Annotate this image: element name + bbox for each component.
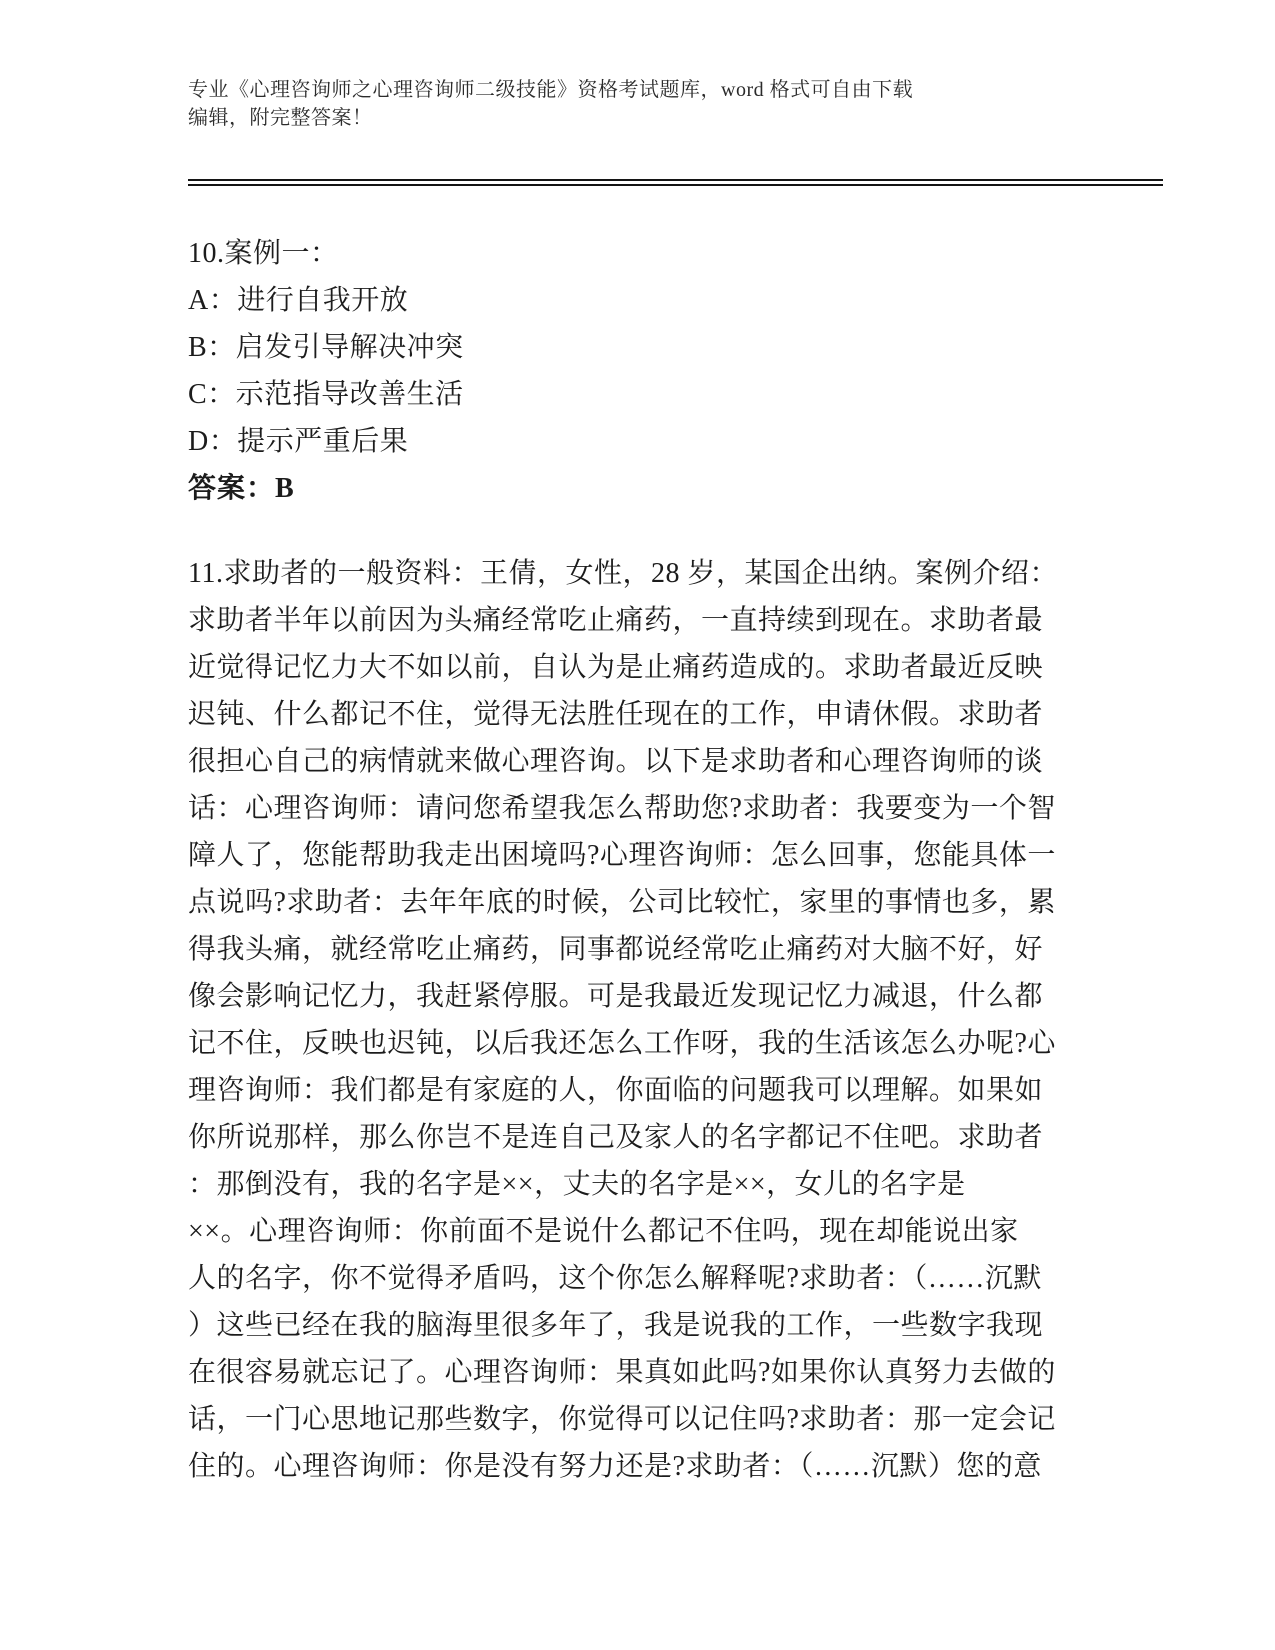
question-10-options bbox=[188, 277, 1168, 465]
question-11-line-4: 迟钝、什么都记不住，觉得无法胜任现在的工作，申请休假。求助者 bbox=[188, 699, 1044, 730]
question-11-line-7: 障人了，您能帮助我走出困境吗?心理咨询师：怎么回事，您能具体一 bbox=[188, 840, 1056, 871]
question-10-option-3: C：示范指导改善生活 bbox=[188, 379, 464, 410]
question-11-line-1: 11.求助者的一般资料：王倩，女性，28 岁，某国企出纳。案例介绍： bbox=[188, 558, 1058, 589]
question-10-option-4: D：提示严重后果 bbox=[188, 426, 409, 457]
question-11-line-5: 很担心自己的病情就来做心理咨询。以下是求助者和心理咨询师的谈 bbox=[188, 746, 1044, 777]
question-11-line-20: 住的。心理咨询师：你是没有努力还是?求助者：（……沉默）您的意 bbox=[188, 1451, 1042, 1482]
question-10-option-1: A：进行自我开放 bbox=[188, 285, 409, 316]
page-header bbox=[188, 76, 1168, 132]
question-11-line-16: 人的名字，你不觉得矛盾吗，这个你怎么解释呢?求助者：（……沉默 bbox=[188, 1263, 1042, 1294]
question-11 bbox=[188, 550, 1168, 1490]
question-11-line-2: 求助者半年以前因为头痛经常吃止痛药，一直持续到现在。求助者最 bbox=[188, 605, 1044, 636]
question-11-line-8: 点说吗?求助者：去年年底的时候，公司比较忙，家里的事情也多，累 bbox=[188, 887, 1056, 918]
question-11-line-12: 理咨询师：我们都是有家庭的人，你面临的问题我可以理解。如果如 bbox=[188, 1075, 1044, 1106]
question-11-line-6: 话：心理咨询师：请问您希望我怎么帮助您?求助者：我要变为一个智 bbox=[188, 793, 1056, 824]
question-11-line-18: 在很容易就忘记了。心理咨询师：果真如此吗?如果你认真努力去做的 bbox=[188, 1357, 1056, 1388]
header-divider-double-rule bbox=[188, 179, 1163, 186]
question-11-line-13: 你所说那样，那么你岂不是连自己及家人的名字都记不住吧。求助者 bbox=[188, 1122, 1044, 1153]
question-10 bbox=[188, 230, 1168, 512]
question-11-line-17: ）这些已经在我的脑海里很多年了，我是说我的工作，一些数字我现 bbox=[188, 1310, 1044, 1341]
header-line-1: 专业《心理咨询师之心理咨询师二级技能》资格考试题库，word 格式可自由下载 bbox=[188, 79, 914, 101]
question-11-line-10: 像会影响记忆力，我赶紧停服。可是我最近发现记忆力减退，什么都 bbox=[188, 981, 1044, 1012]
question-10-option-2: B：启发引导解决冲突 bbox=[188, 332, 464, 363]
question-11-line-15: ××。心理咨询师：你前面不是说什么都记不住吗，现在却能说出家 bbox=[188, 1216, 1019, 1247]
question-11-line-11: 记不住，反映也迟钝，以后我还怎么工作呀，我的生活该怎么办呢?心 bbox=[188, 1028, 1056, 1059]
question-10-answer: 答案：B bbox=[188, 473, 295, 504]
question-11-line-14: ：那倒没有，我的名字是××，丈夫的名字是××，女儿的名字是 bbox=[188, 1169, 966, 1200]
question-11-line-19: 话，一门心思地记那些数字，你觉得可以记住吗?求助者：那一定会记 bbox=[188, 1404, 1056, 1435]
question-11-line-3: 近觉得记忆力大不如以前，自认为是止痛药造成的。求助者最近反映 bbox=[188, 652, 1044, 683]
header-line-2: 编辑，附完整答案！ bbox=[188, 107, 373, 129]
question-10-title: 10.案例一： bbox=[188, 238, 339, 269]
question-11-line-9: 得我头痛，就经常吃止痛药，同事都说经常吃止痛药对大脑不好，好 bbox=[188, 934, 1044, 965]
